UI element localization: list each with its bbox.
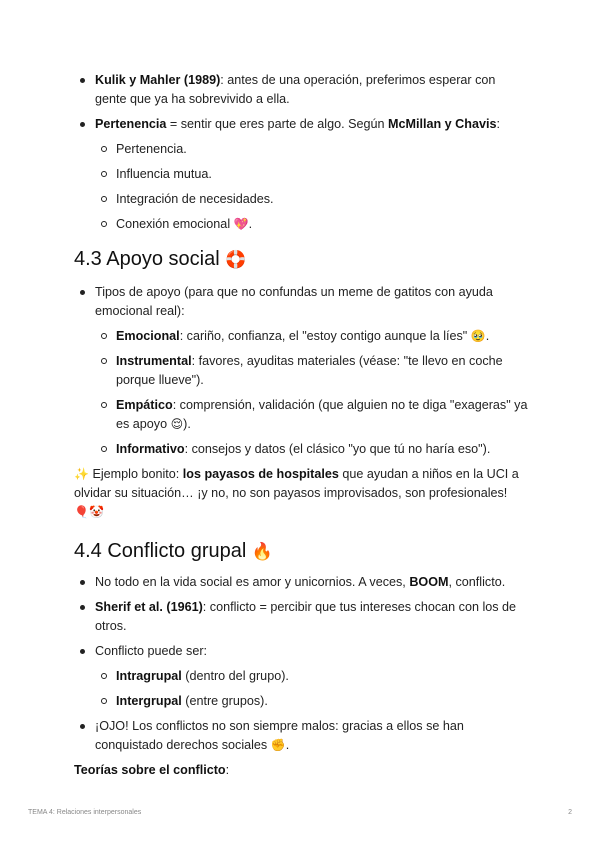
- list-item: [74, 71, 529, 109]
- sublist-item: [95, 667, 529, 686]
- sublist-item: [95, 165, 529, 184]
- sublist-item-text: : favores, ayuditas materiales (véase: "te llevo en coche porque llueve").: [116, 354, 503, 387]
- bullet-icon: [80, 580, 85, 585]
- circle-bullet-icon: [101, 171, 107, 177]
- list-item: [74, 642, 529, 711]
- term-bold: Informativo: [116, 442, 185, 456]
- conflicto-list: [74, 573, 529, 755]
- list-item-text: : antes de una operación, preferimos esperar con gente que ya ha sobrevivido a ella.: [95, 73, 496, 106]
- page-number: 2: [568, 809, 572, 816]
- sublist-item-text: Conexión emocional: [116, 217, 231, 231]
- circle-bullet-icon: [101, 333, 107, 339]
- heart-icon: 💖: [233, 217, 249, 231]
- sublist-item: [95, 692, 529, 711]
- bullet-icon: [80, 649, 85, 654]
- document-body: [74, 71, 529, 780]
- list-item: [74, 283, 529, 459]
- sublist-item-text: : comprensión, validación (que alguien no te diga "exageras" ya es apoyo: [116, 398, 528, 431]
- paragraph-text: que ayudan a niños en la UCI a olvidar su situación… ¡y no, no son payasos improvisados, son profesionales!: [74, 467, 519, 500]
- list-item-text: No todo en la vida social es amor y unicornios. A veces,: [95, 575, 410, 589]
- sublist: [95, 140, 529, 234]
- emphasis-bold: BOOM: [409, 575, 449, 589]
- example-paragraph: [74, 465, 529, 522]
- heading-text: 4.3 Apoyo social: [74, 248, 220, 270]
- bullet-icon: [80, 290, 85, 295]
- sublist-item: [95, 396, 529, 434]
- term-bold: Intergrupal: [116, 694, 182, 708]
- sublist-item-text: Influencia mutua.: [116, 167, 212, 181]
- sublist-item: [95, 352, 529, 390]
- lifebuoy-icon: 🛟: [225, 250, 247, 270]
- section-heading-4-4: [74, 538, 529, 565]
- list-item-text: :: [496, 117, 500, 131]
- circle-bullet-icon: [101, 221, 107, 227]
- sublist-item: [95, 140, 529, 159]
- circle-bullet-icon: [101, 146, 107, 152]
- list-item: [74, 717, 529, 755]
- punctuation: ).: [183, 417, 191, 431]
- paragraph-text: Ejemplo bonito:: [88, 467, 183, 481]
- list-item-text: , conflicto.: [448, 575, 506, 589]
- bullet-icon: [80, 78, 85, 83]
- sublist-item: [95, 327, 529, 346]
- sublist-item: [95, 215, 529, 234]
- sublist-item-text: Integración de necesidades.: [116, 192, 274, 206]
- list-item-text: ¡OJO! Los conflictos no son siempre malos: gracias a ellos se han conquistado derechos sociales: [95, 719, 464, 752]
- circle-bullet-icon: [101, 196, 107, 202]
- citation-bold: Kulik y Mahler (1989): [95, 73, 221, 87]
- punctuation: .: [485, 329, 490, 343]
- term-bold: Empático: [116, 398, 173, 412]
- circle-bullet-icon: [101, 446, 107, 452]
- raised-fist-icon: ✊: [270, 738, 286, 752]
- relieved-face-icon: 😌: [170, 417, 184, 431]
- punctuation: :: [225, 763, 230, 777]
- sublist-item: [95, 440, 529, 459]
- term-bold: Pertenencia: [95, 117, 167, 131]
- balloon-clown-icon: 🎈🤡: [74, 505, 104, 519]
- circle-bullet-icon: [101, 358, 107, 364]
- bullet-icon: [80, 724, 85, 729]
- sublist-item-text: : consejos y datos (el clásico "yo que tú no haría eso").: [184, 442, 491, 456]
- fire-icon: 🔥: [251, 542, 274, 562]
- term-bold: Intragrupal: [116, 669, 182, 683]
- subheading-bold: Teorías sobre el conflicto: [74, 763, 226, 777]
- section-heading-4-3: [74, 246, 529, 273]
- heading-text: 4.4 Conflicto grupal: [74, 540, 247, 562]
- sublist-item-text: : cariño, confianza, el "estoy contigo aunque la líes": [179, 329, 468, 343]
- circle-bullet-icon: [101, 673, 107, 679]
- list-item-text: Conflicto puede ser:: [95, 644, 208, 658]
- sublist-item: [95, 190, 529, 209]
- footer-title: TEMA 4: Relaciones interpersonales: [28, 809, 142, 816]
- sublist-item-text: Pertenencia.: [116, 142, 187, 156]
- list-item-text: : conflicto = percibir que tus intereses chocan con los de otros.: [95, 600, 517, 633]
- citation-bold: Sherif et al. (1961): [95, 600, 203, 614]
- punctuation: .: [248, 217, 253, 231]
- sublist-item-text: (entre grupos).: [181, 694, 268, 708]
- term-bold: Emocional: [116, 329, 180, 343]
- citation-bold: McMillan y Chavis: [388, 117, 497, 131]
- punctuation: .: [285, 738, 290, 752]
- list-item: [74, 598, 529, 636]
- sublist: [95, 667, 529, 711]
- list-item: [74, 573, 529, 592]
- list-item-text: Tipos de apoyo (para que no confundas un meme de gatitos con ayuda emocional real):: [95, 285, 493, 318]
- bullet-icon: [80, 122, 85, 127]
- list-item: [74, 115, 529, 234]
- bullet-icon: [80, 605, 85, 610]
- highlight-bold: los payasos de hospitales: [182, 467, 339, 481]
- section1-list: [74, 71, 529, 234]
- sublist-item-text: (dentro del grupo).: [181, 669, 289, 683]
- sparkles-icon: ✨: [74, 467, 89, 481]
- teorias-heading: [74, 761, 529, 780]
- circle-bullet-icon: [101, 402, 107, 408]
- circle-bullet-icon: [101, 698, 107, 704]
- apoyo-list: [74, 283, 529, 459]
- list-item-text: = sentir que eres parte de algo. Según: [166, 117, 388, 131]
- holding-tears-face-icon: 🥹: [470, 329, 486, 343]
- sublist: [95, 327, 529, 459]
- term-bold: Instrumental: [116, 354, 192, 368]
